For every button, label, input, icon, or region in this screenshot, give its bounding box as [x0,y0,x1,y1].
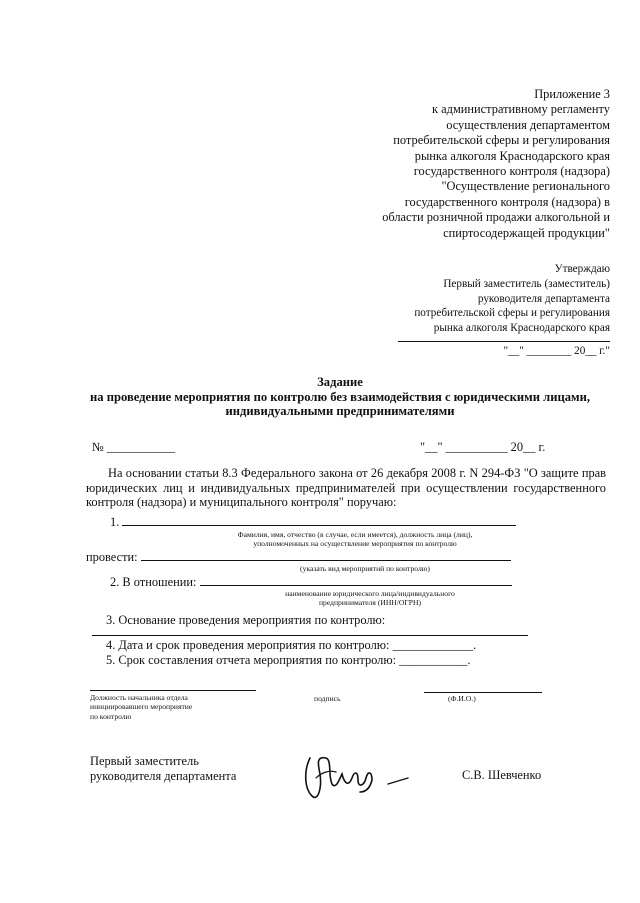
item5-row [106,653,470,667]
item1-hint-line-2: уполномоченных на осуществление мероприятия по контролю [253,539,457,549]
item2-hint-line-1: наименование юридического лица/индивидуального [285,589,455,598]
approval-line: Первый заместитель (заместитель) [443,277,610,290]
conduct-row [86,549,511,564]
item4-label: 4. Дата и срок проведения мероприятия по контролю: [106,638,390,652]
item2-input[interactable] [200,574,512,586]
item5-input[interactable]: ___________. [399,653,471,667]
appendix-line: осуществления департаментом [446,117,610,132]
approval-line: руководителя департамента [477,292,610,305]
conduct-hint: (указать вид мероприятий по контролю) [300,564,430,573]
appendix-line: области розничной продажи алкогольной и [382,210,610,225]
item3-input[interactable] [92,634,528,636]
item1-hint [190,530,520,548]
conduct-input[interactable] [141,549,511,561]
approval-line: Утверждаю [554,263,610,275]
signatory-name: С.В. Шевченко [462,768,542,782]
item1-hint-line-1: Фамилия, имя, отчество (в случае, если имеется), должность лица (лиц), [237,530,473,539]
item1-row [110,514,516,529]
item5-label: 5. Срок составления отчета мероприятия по контролю: [106,653,397,667]
document-title [60,375,620,419]
number-field[interactable]: № ___________ [92,440,176,454]
appendix-line: потребительской сферы и регулирования [393,133,610,148]
approval-block [330,262,610,359]
signature-label: подпись [314,694,341,703]
appendix-line: Приложение 3 [534,87,610,101]
signatory-title [90,754,236,784]
fio-label: (Ф.И.О.) [448,694,476,703]
title-line-1: на проведение мероприятия по контролю без взаимодействия с юридическими лицами, [90,389,590,404]
title-heading: Задание [317,375,363,389]
approval-signature-rule [398,340,610,342]
appendix-line: "Осуществление регионального [441,179,610,194]
position-label [90,693,192,721]
item1-input[interactable] [122,514,516,526]
basis-paragraph: На основании статьи 8.3 Федерального закона от 26 декабря 2008 г. N 294-ФЗ "О защите прав юридических лиц и индивидуальных предпринимателей при осуществлении государственного контроля (надзора) и муниципального контроля" поручаю: [86,466,606,510]
appendix-line: государственного контроля (надзора) [413,164,610,179]
handwritten-signature-icon [296,748,416,804]
conduct-label: провести: [86,550,138,564]
title-line-2: индивидуальными предпринимателями [225,404,455,418]
item4-input[interactable]: _____________. [392,638,477,652]
approval-line: потребительской сферы и регулирования [414,307,610,320]
appendix-line: к административному регламенту [432,102,610,117]
approval-line: рынка алкоголя Краснодарского края [433,322,610,335]
fio-rule [424,691,542,693]
item2-row [110,574,512,589]
position-signature-rule [90,689,256,691]
item2-hint [250,589,490,607]
approval-date: "__" ________ 20__ г." [503,344,610,357]
signatory-title-line-1: Первый заместитель [90,754,199,768]
date-field[interactable]: "__" __________ 20__ г. [420,440,546,454]
appendix-line: рынка алкоголя Краснодарского края [414,148,610,163]
appendix-line: спиртосодержащей продукции" [443,225,610,240]
item1-label: 1. [110,515,120,529]
appendix-line: государственного контроля (надзора) в [404,194,610,209]
position-line-1: Должность начальника отдела [90,693,188,702]
signatory-title-line-2: руководителя департамента [90,769,237,783]
position-line-3: по контролю [90,711,132,721]
item2-hint-line-2: предпринимателя (ИНН/ОГРН) [318,598,422,608]
item2-label: 2. В отношении: [110,575,197,589]
position-line-2: инициировавшего мероприятие [90,702,193,712]
appendix-header [310,87,610,241]
item4-row [106,638,476,652]
item3-label: 3. Основание проведения мероприятия по контролю: [106,613,386,627]
